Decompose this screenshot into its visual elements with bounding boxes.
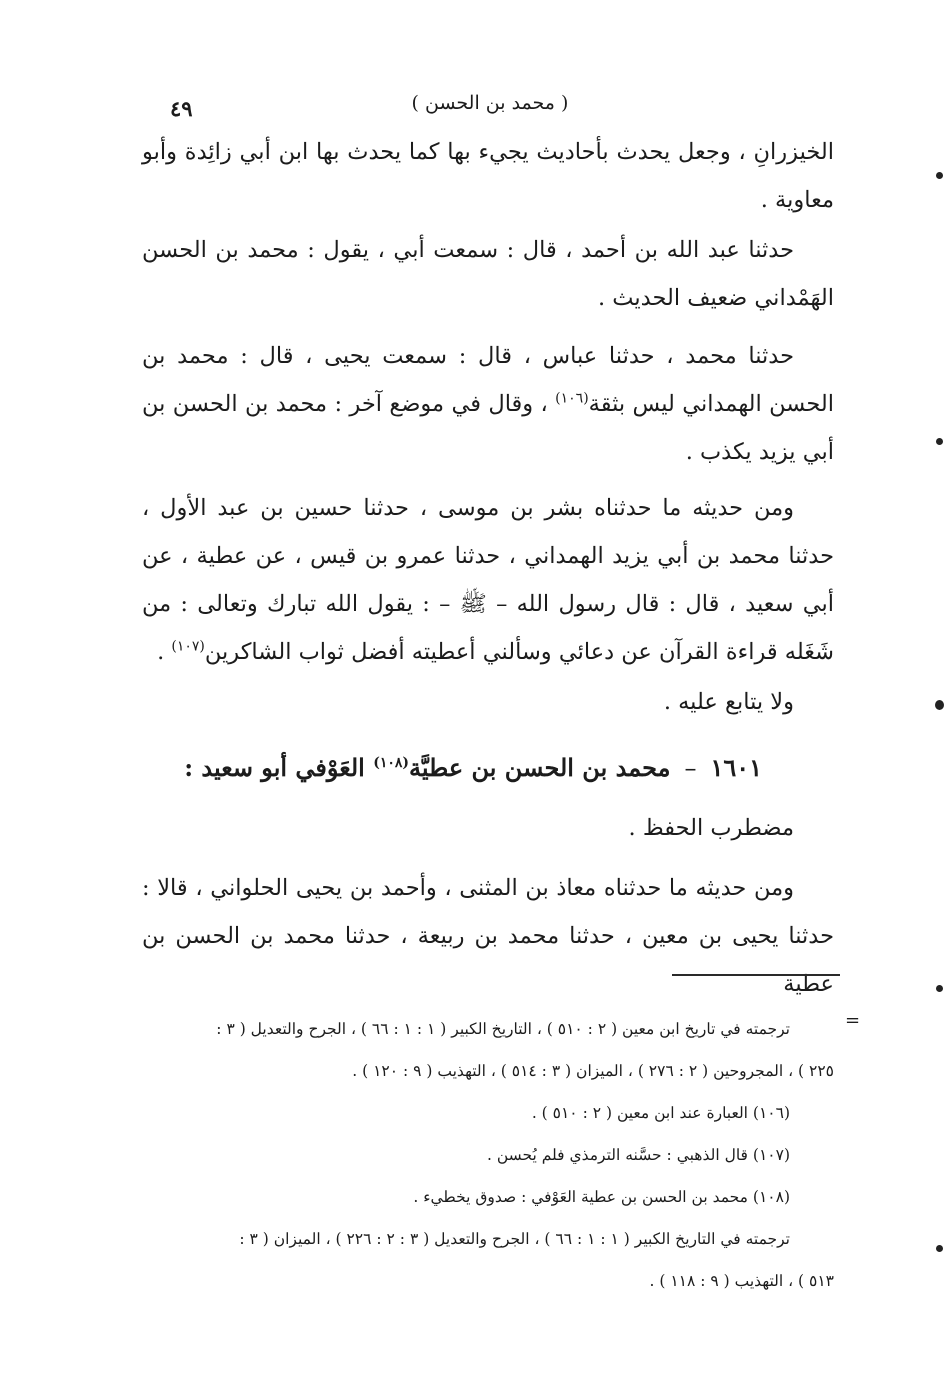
- header-title: ( محمد بن الحسن ): [411, 92, 569, 114]
- paragraph-text: [142, 332, 834, 476]
- footnote-continued-line-2: ٢٢٥ ) ، المجروحين ( ٢ : ٢٧٦ ) ، الميزان ( ٣ : ٥١٤ ) ، التهذيب ( ٩ : ١٢٠ ) .: [352, 1062, 834, 1080]
- entry-description: [142, 804, 834, 852]
- paragraph-4: [142, 484, 834, 676]
- scan-edge-mark: [935, 700, 944, 710]
- entry-number: ١٦٠١: [710, 753, 762, 782]
- footnotes: [142, 1008, 834, 1302]
- scan-edge-mark: [936, 172, 943, 179]
- footnote-108: (١٠٨) محمد بن الحسن بن عطية العَوْفي : صدوق يخطيء .: [413, 1188, 790, 1206]
- footnote-ref-107[interactable]: (١٠٧): [171, 638, 205, 655]
- scan-edge-mark: [936, 1245, 943, 1252]
- paragraph-text-b: ، وقال في موضع آخر : محمد بن الحسن بن أبي يزيد يكذب .: [142, 391, 834, 465]
- scan-edge-mark: [936, 438, 943, 445]
- paragraph-1: [142, 128, 834, 224]
- footnote-108-line-2: ترجمته في التاريخ الكبير ( ١ : ١ : ٦٦ ) ، الجرح والتعديل ( ٣ : ٢ : ٢٢٦ ) ، الميزان ( ٣ :: [239, 1230, 790, 1248]
- entry-name-a: محمد بن الحسن بن عطيَّة: [409, 753, 671, 782]
- entry-description-text: مضطرب الحفظ .: [628, 815, 794, 841]
- paragraph-text: [142, 484, 834, 676]
- paragraph-2: [142, 226, 834, 322]
- paragraph-text: ومن حديثه ما حدثناه معاذ بن المثنى ، وأحمد بن يحيى الحلواني ، قالا : حدثنا يحيى بن معين ، حدثنا محمد بن ربيعة ، حدثنا محمد بن الحسن بن عطية: [142, 875, 834, 997]
- footnote-107: (١٠٧) قال الذهبي : حسَّنه الترمذي فلم يُحسن .: [486, 1146, 790, 1164]
- footnote-separator: [672, 974, 840, 976]
- page-number: ٤٩: [170, 96, 193, 121]
- footnote-ref-106[interactable]: (١٠٦): [555, 390, 589, 407]
- entry-heading: [142, 744, 762, 792]
- paragraph-3: [142, 332, 834, 476]
- entry-name-b: العَوْفي أبو سعيد :: [184, 753, 374, 782]
- entry-dash: –: [684, 754, 697, 782]
- footnote-continued-line-1: ترجمته في تاريخ ابن معين ( ٢ : ٥١٠ ) ، التاريخ الكبير ( ١ : ١ : ٦٦ ) ، الجرح والتعديل ( ٣ :: [216, 1020, 790, 1038]
- paragraph-text-b: .: [157, 639, 172, 665]
- footnote-ref-108[interactable]: (١٠٨): [373, 755, 410, 771]
- paragraph-text-a: حدثنا محمد ، حدثنا عباس ، قال : سمعت يحيى ، قال : محمد بن الحسن الهمداني ليس بثقة: [142, 343, 834, 417]
- paragraph-text: ولا يتابع عليه .: [663, 689, 794, 715]
- paragraph-text-a: ومن حديثه ما حدثناه بشر بن موسى ، حدثنا حسين بن عبد الأول ، حدثنا محمد بن أبي يزيد الهمداني ، حدثنا عمرو بن قيس ، عن عطية ، عن أبي سعيد ، قال : قال رسول الله – ﷺ – : يقول الله تبارك وتعالى : من شَغَله قراءة القرآن عن دعائي وسألني أعطيته أفضل ثواب الشاكرين: [142, 495, 834, 665]
- continuation-mark: =: [845, 1010, 861, 1031]
- paragraph-text: الخيزرانِ ، وجعل يحدث بأحاديث يجيء بها كما يحدث بها ابن أبي زائِدة وأبو معاوية .: [142, 139, 834, 213]
- footnote-106: (١٠٦) العبارة عند ابن معين ( ٢ : ٥١٠ ) .: [531, 1104, 790, 1122]
- scan-edge-mark: [936, 985, 943, 992]
- paragraph-6: [142, 864, 834, 1008]
- paragraph-5: [142, 678, 834, 726]
- paragraph-text: حدثنا عبد الله بن أحمد ، قال : سمعت أبي ، يقول : محمد بن الحسن الهَمْداني ضعيف الحديث .: [142, 237, 834, 311]
- footnote-108-line-3: ٥١٣ ) ، التهذيب ( ٩ : ١١٨ ) .: [649, 1272, 834, 1290]
- running-header: [140, 92, 840, 122]
